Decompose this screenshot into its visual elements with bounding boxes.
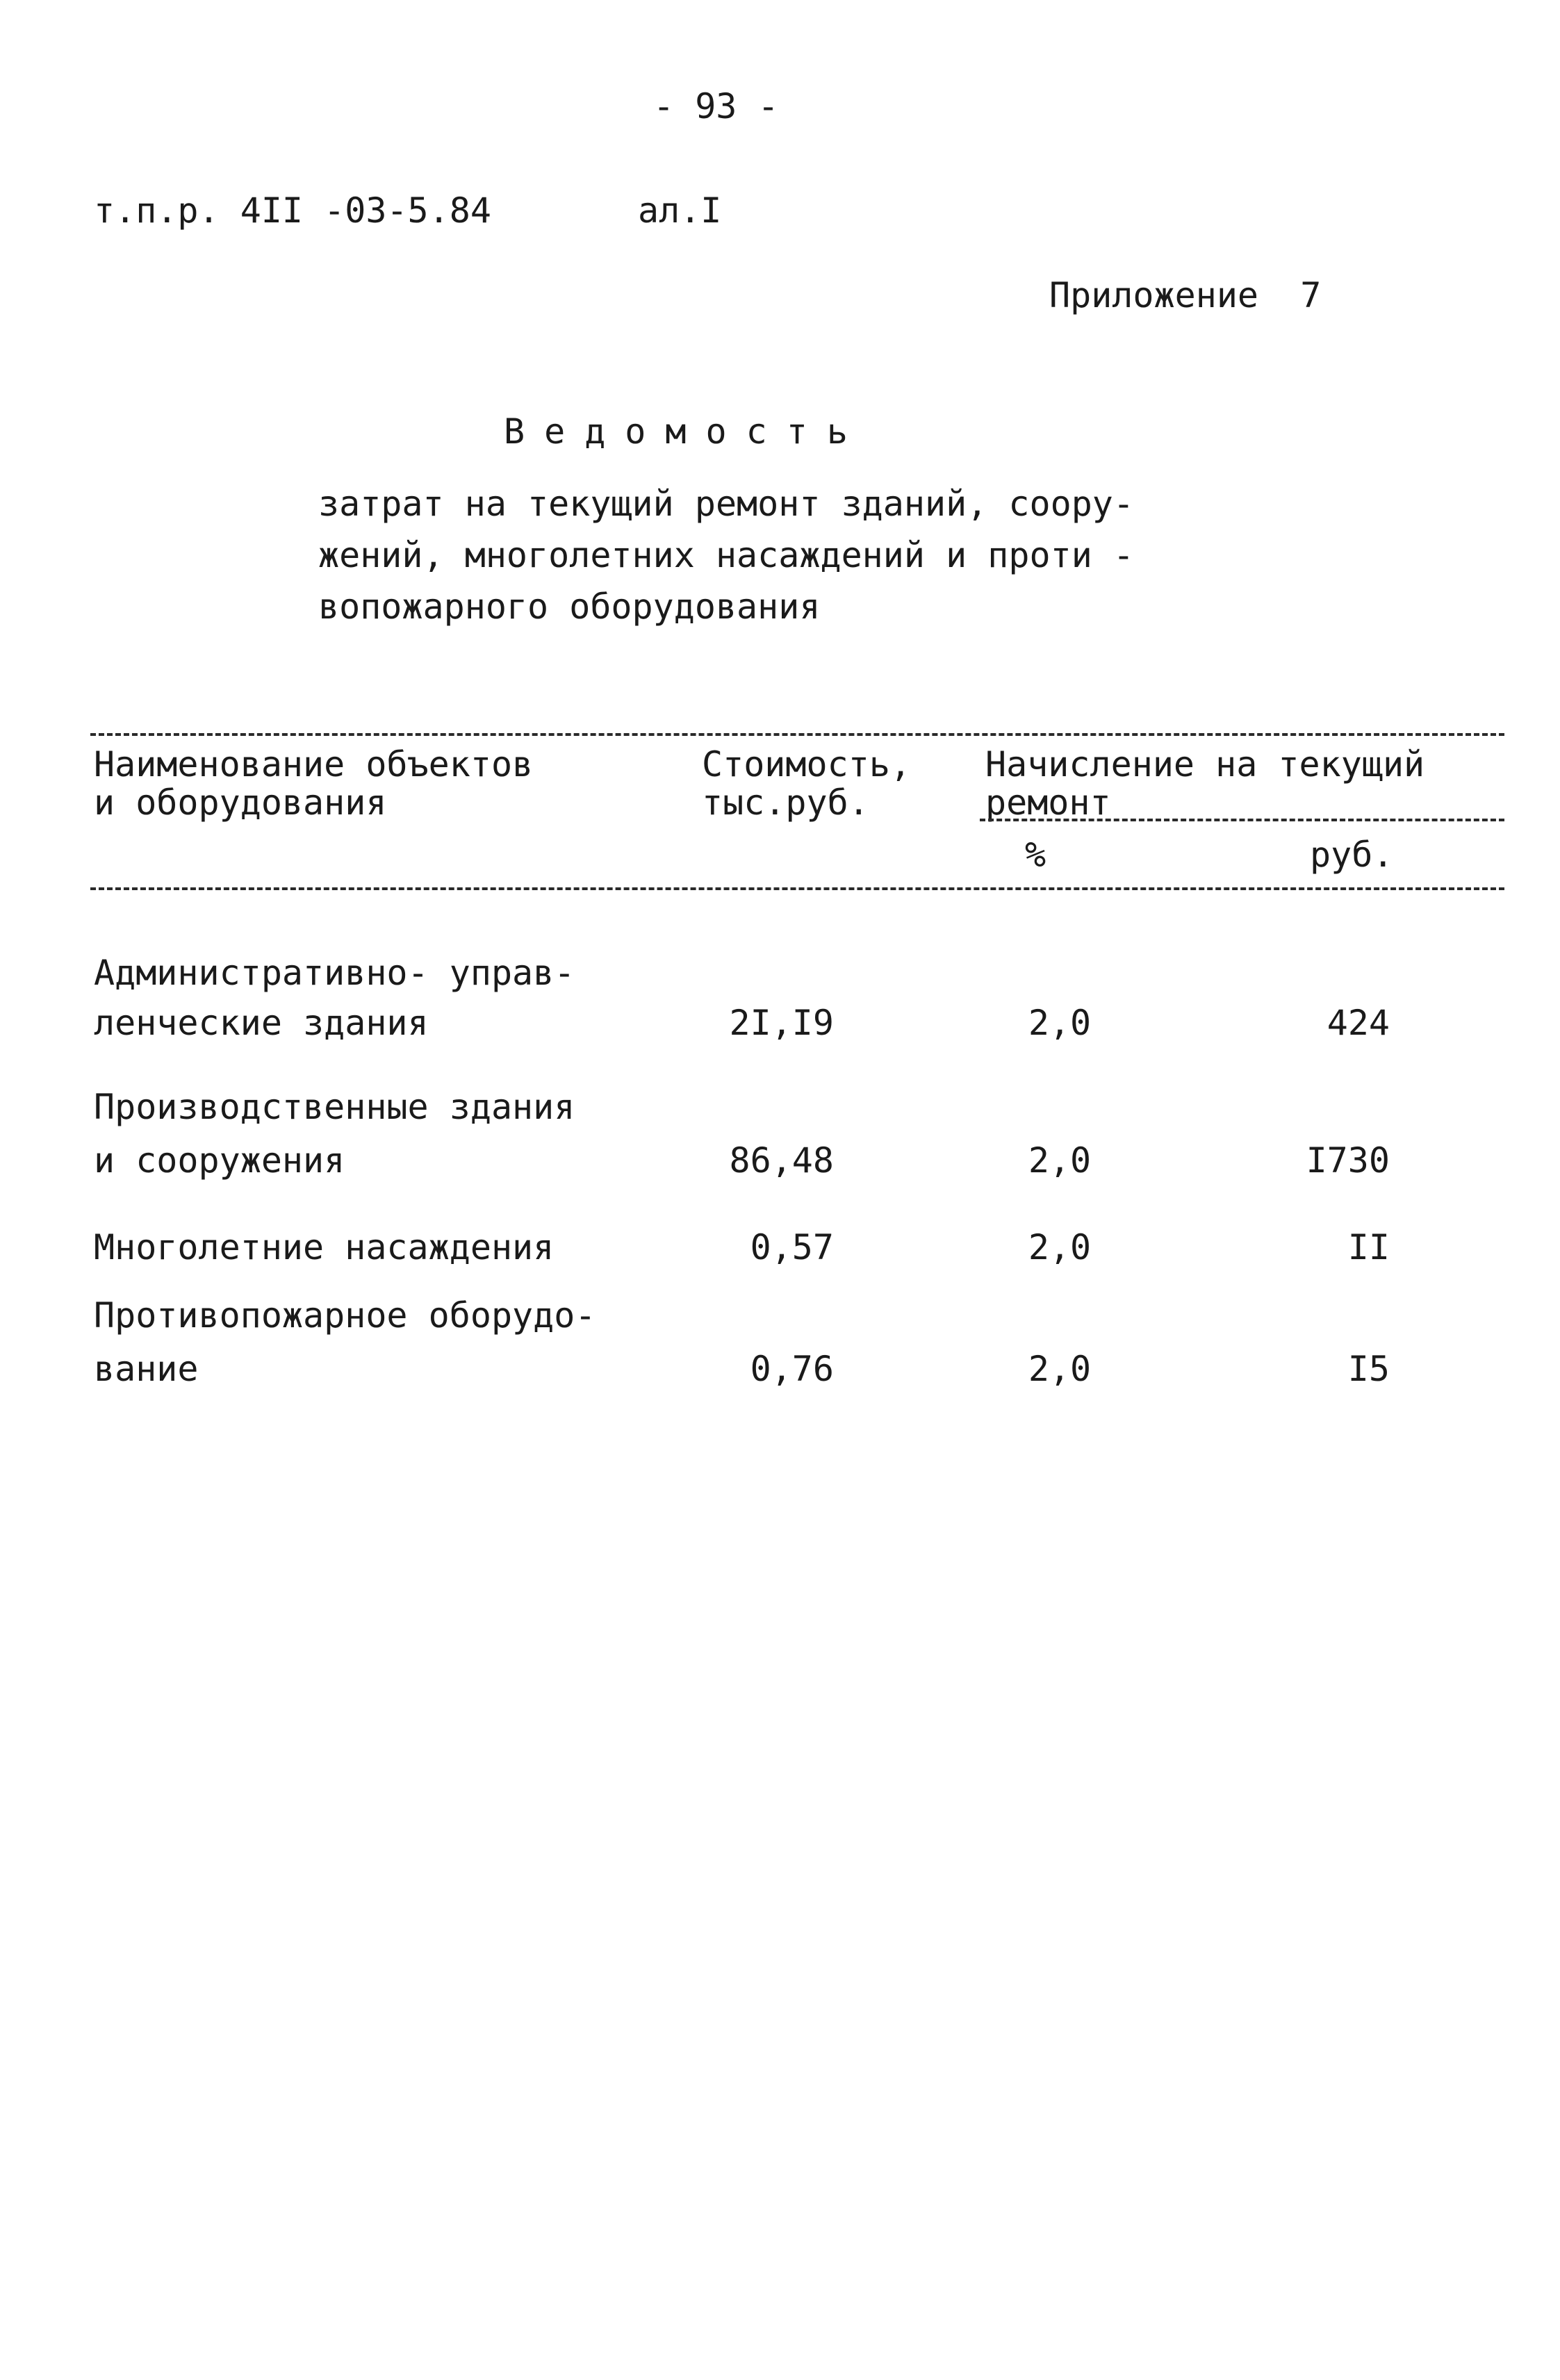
- header-name: Наименование объектов: [94, 744, 534, 785]
- row-cost: 0,57: [750, 1227, 834, 1267]
- appendix-label: Приложение 7: [1049, 275, 1322, 315]
- header-accrual: ремонт: [985, 782, 1111, 823]
- row-cost: 86,48: [729, 1140, 834, 1181]
- row-rub: I730: [1306, 1140, 1390, 1181]
- header-cost: Стоимость,: [702, 744, 912, 785]
- header-rub: руб.: [1310, 835, 1394, 875]
- document-title: Ведомость: [504, 411, 867, 452]
- row-cost: 0,76: [750, 1349, 834, 1389]
- row-name: Противопожарное оборудо-: [94, 1295, 596, 1336]
- document-code: т.п.р. 4II -03-5.84: [94, 190, 491, 231]
- row-rub: 424: [1327, 1003, 1390, 1043]
- subtitle-line: жений, многолетних насаждений и проти -: [318, 535, 1134, 575]
- row-percent: 2,0: [1028, 1349, 1092, 1389]
- header-bottom-rule: [90, 887, 1504, 890]
- subtitle-line: затрат на текущий ремонт зданий, соору-: [318, 484, 1134, 524]
- page-number: - 93 -: [653, 86, 779, 126]
- header-percent: %: [1025, 835, 1046, 875]
- album-number: ал.I: [638, 190, 722, 231]
- row-name: ленческие здания: [94, 1003, 429, 1043]
- header-name: и оборудования: [94, 782, 387, 823]
- row-cost: 2I,I9: [729, 1003, 834, 1043]
- row-rub: II: [1347, 1227, 1390, 1267]
- row-name: Производственные здания: [94, 1087, 575, 1127]
- table-top-rule: [90, 733, 1504, 736]
- subtitle-line: вопожарного оборудования: [318, 586, 821, 627]
- row-percent: 2,0: [1028, 1227, 1092, 1267]
- header-cost: тыс.руб.: [702, 782, 869, 823]
- row-name: вание: [94, 1349, 199, 1389]
- header-accrual: Начисление на текущий: [985, 744, 1425, 785]
- row-name: и сооружения: [94, 1140, 345, 1181]
- row-name: Административно- управ-: [94, 953, 575, 993]
- row-name: Многолетние насаждения: [94, 1227, 555, 1267]
- row-percent: 2,0: [1028, 1140, 1092, 1181]
- row-percent: 2,0: [1028, 1003, 1092, 1043]
- row-rub: I5: [1347, 1349, 1390, 1389]
- header-sub-rule: [980, 819, 1504, 821]
